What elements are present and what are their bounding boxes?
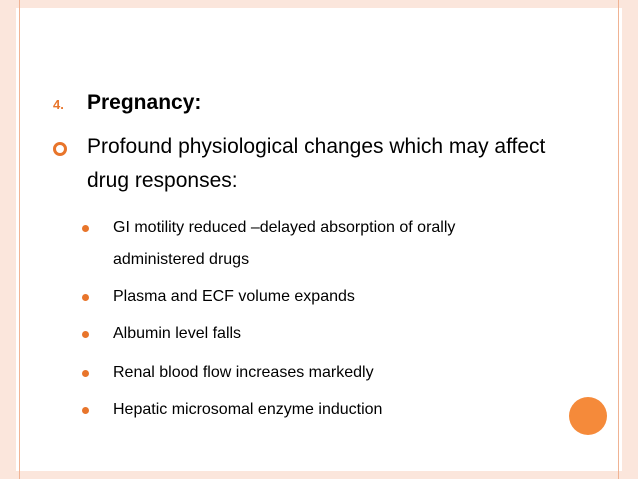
main-bullet-text bbox=[87, 130, 567, 198]
slide-frame-top bbox=[0, 0, 638, 8]
sub-bullet-line: Plasma and ECF volume expands bbox=[113, 288, 355, 305]
main-bullet-line: Profound physiological changes which may affect bbox=[87, 135, 546, 158]
sub-bullet-item bbox=[113, 357, 553, 389]
sub-bullet-item bbox=[113, 394, 553, 426]
slide-heading: Pregnancy: bbox=[87, 91, 202, 114]
ring-bullet-icon bbox=[53, 142, 67, 156]
sub-bullet-item bbox=[113, 212, 553, 276]
slide-frame-bottom bbox=[0, 471, 638, 479]
dot-bullet-icon bbox=[82, 294, 89, 301]
dot-bullet-icon bbox=[82, 225, 89, 232]
main-bullet-line: drug responses: bbox=[87, 169, 238, 192]
sub-bullet-line: Hepatic microsomal enzyme induction bbox=[113, 401, 383, 418]
dot-bullet-icon bbox=[82, 331, 89, 338]
dot-bullet-icon bbox=[82, 407, 89, 414]
frame-line-left bbox=[19, 0, 20, 479]
sub-bullet-line: Renal blood flow increases markedly bbox=[113, 364, 374, 381]
dot-bullet-icon bbox=[82, 370, 89, 377]
frame-line-right bbox=[618, 0, 619, 479]
sub-bullet-item bbox=[113, 318, 553, 350]
sub-bullet-line: GI motility reduced –delayed absorption of orally bbox=[113, 219, 456, 236]
slide-frame-left bbox=[0, 0, 16, 479]
slide-frame-right bbox=[622, 0, 638, 479]
sub-bullet-item bbox=[113, 281, 553, 313]
sub-bullet-line: administered drugs bbox=[113, 251, 250, 268]
corner-dot-decoration bbox=[569, 397, 607, 435]
list-number: 4. bbox=[53, 97, 64, 112]
sub-bullet-line: Albumin level falls bbox=[113, 325, 242, 342]
